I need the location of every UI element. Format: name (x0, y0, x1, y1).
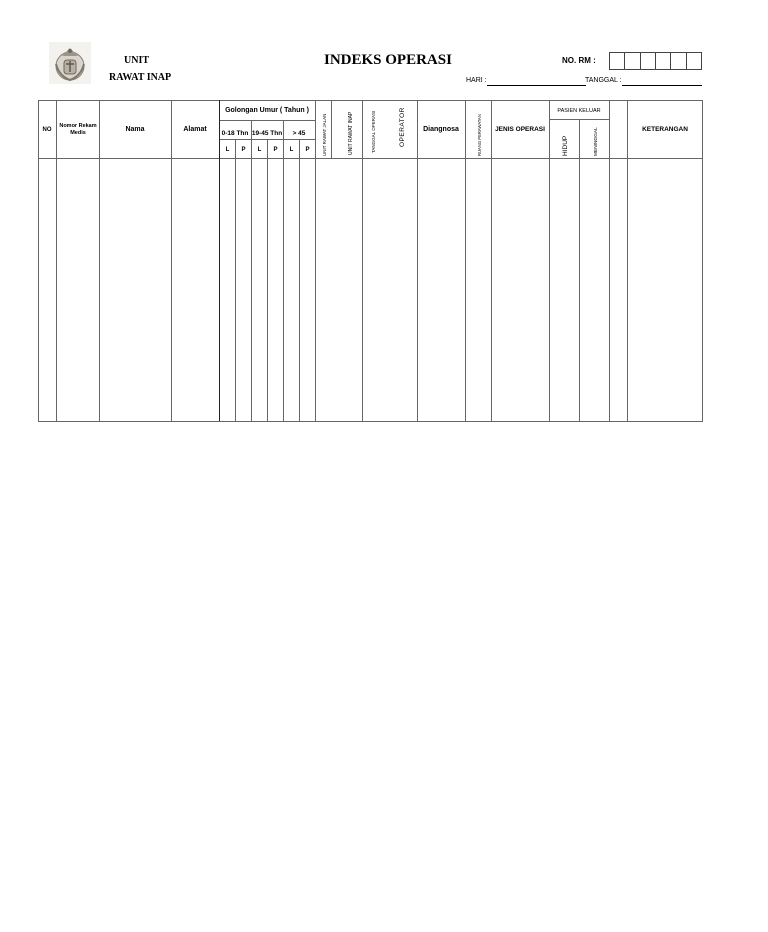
col-age-19-45: 19-45 Thn (251, 130, 283, 137)
col-pasien-keluar: PASIEN KELUAR (557, 108, 601, 114)
tanggal-label: TANGGAL : (585, 77, 622, 84)
unit-label: UNIT (124, 55, 150, 66)
col-sex-p: P (305, 147, 310, 153)
rawat-inap-label: RAWAT INAP (109, 72, 172, 83)
col-sex-l: L (257, 147, 262, 153)
col-jenis-operasi: JENIS OPERASI (495, 126, 545, 133)
col-diagnosa: Diangnosa (423, 126, 459, 133)
col-sex-l: L (289, 147, 294, 153)
col-operator: OPERATOR (399, 107, 406, 147)
col-no: NO (42, 127, 52, 133)
col-ruang-perawatan: RUANG PERAWATAN (477, 114, 482, 156)
col-keterangan: KETERANGAN (642, 126, 688, 133)
col-nomor-rekam-2: Medis (70, 130, 86, 136)
col-alamat: Alamat (183, 126, 207, 133)
col-sex-p: P (241, 147, 246, 153)
hari-label: HARI : (466, 77, 487, 84)
col-sex-l: L (225, 147, 230, 153)
col-unit-rawat-jalan: UNIT RAWAT JALAN (322, 113, 327, 156)
col-hidup: HIDUP (562, 135, 569, 156)
col-age-0-18: 0-18 Thn (221, 130, 249, 137)
col-sex-p: P (273, 147, 278, 153)
col-unit-rawat-inap: UNIT RAWAT INAP (348, 111, 354, 155)
no-rm-label: NO. RM : (562, 56, 596, 65)
col-tanggal-operasi: TANGGAL OPERASI (371, 110, 376, 153)
col-nama: Nama (125, 126, 145, 133)
col-nomor-rekam-1: Nomor Rekam (59, 123, 97, 129)
col-golongan-umur: Golongan Umur ( Tahun ) (225, 107, 309, 114)
col-meninggal: MENINGGAL (594, 127, 599, 156)
col-age-over-45: > 45 (292, 130, 306, 137)
page-title: INDEKS OPERASI (324, 52, 452, 68)
